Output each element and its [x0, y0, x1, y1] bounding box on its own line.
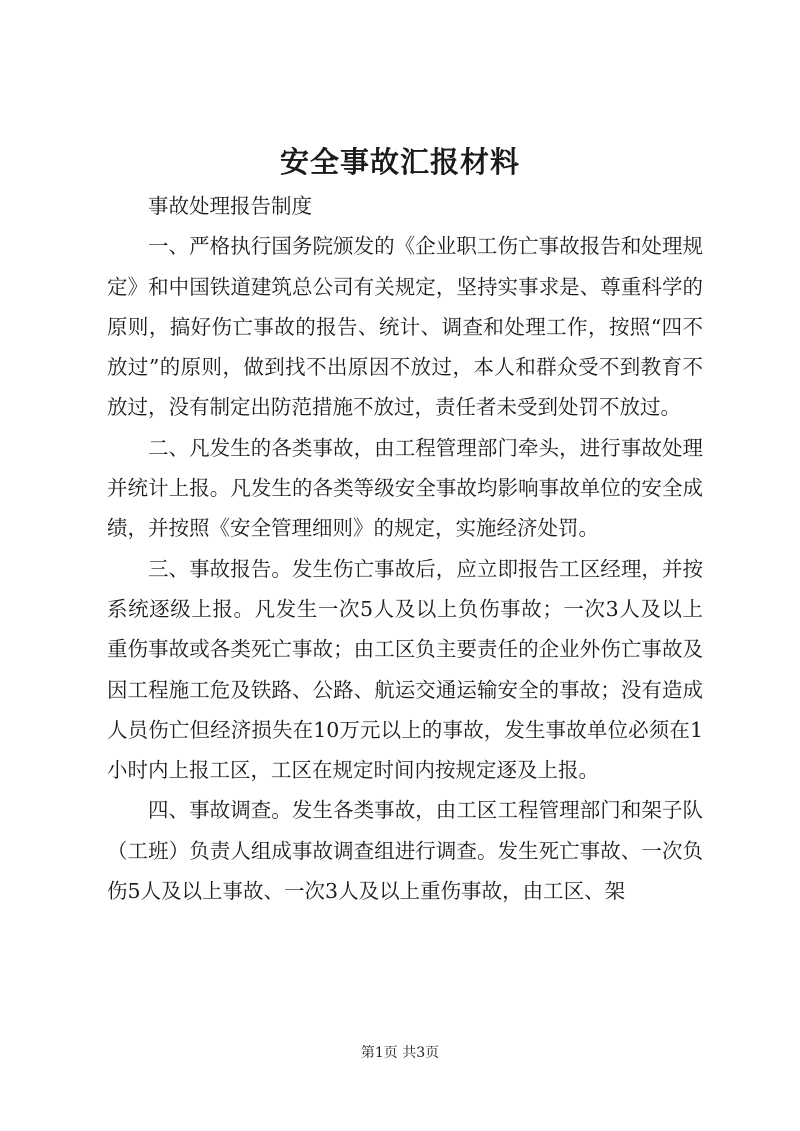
paragraph-3: 三、事故报告。发生伤亡事故后，应立即报告工区经理，并按系统逐级上报。凡发生一次5人及以上负伤事故；一次3人及以上重伤事故或各类死亡事故；由工区负主要责任的企业外伤亡事故及因工程施工危及铁路、公路、航运交通运输安全的事故；没有造成人员伤亡但经济损失在10万元以上的事故，发生事故单位必须在1小时内上报工区，工区在规定时间内按规定逐及上报。	[107, 556, 703, 783]
paragraph-4: 四、事故调查。发生各类事故，由工区工程管理部门和架子队（工班）负责人组成事故调查组进行调查。发生死亡事故、一次负伤5人及以上事故、一次3人及以上重伤事故，由工区、架	[107, 798, 703, 904]
section-heading: 事故处理报告制度	[148, 194, 312, 218]
paragraph-2: 二、凡发生的各类事故，由工程管理部门牵头，进行事故处理并统计上报。凡发生的各类等级安全事故均影响事故单位的安全成绩，并按照《安全管理细则》的规定，实施经济处罚。	[107, 435, 703, 541]
document-title: 安全事故汇报材料	[279, 145, 520, 179]
page-number-footer: 第1页 共3页	[360, 1045, 440, 1061]
document-body	[107, 186, 703, 911]
paragraph-1: 一、严格执行国务院颁发的《企业职工伤亡事故报告和处理规定》和中国铁道建筑总公司有关规定，坚持实事求是、尊重科学的原则，搞好伤亡事故的报告、统计、调查和处理工作，按照“四不放过”的原则，做到找不出原因不放过，本人和群众受不到教育不放过，没有制定出防范措施不放过，责任者未受到处罚不放过。	[107, 234, 703, 420]
